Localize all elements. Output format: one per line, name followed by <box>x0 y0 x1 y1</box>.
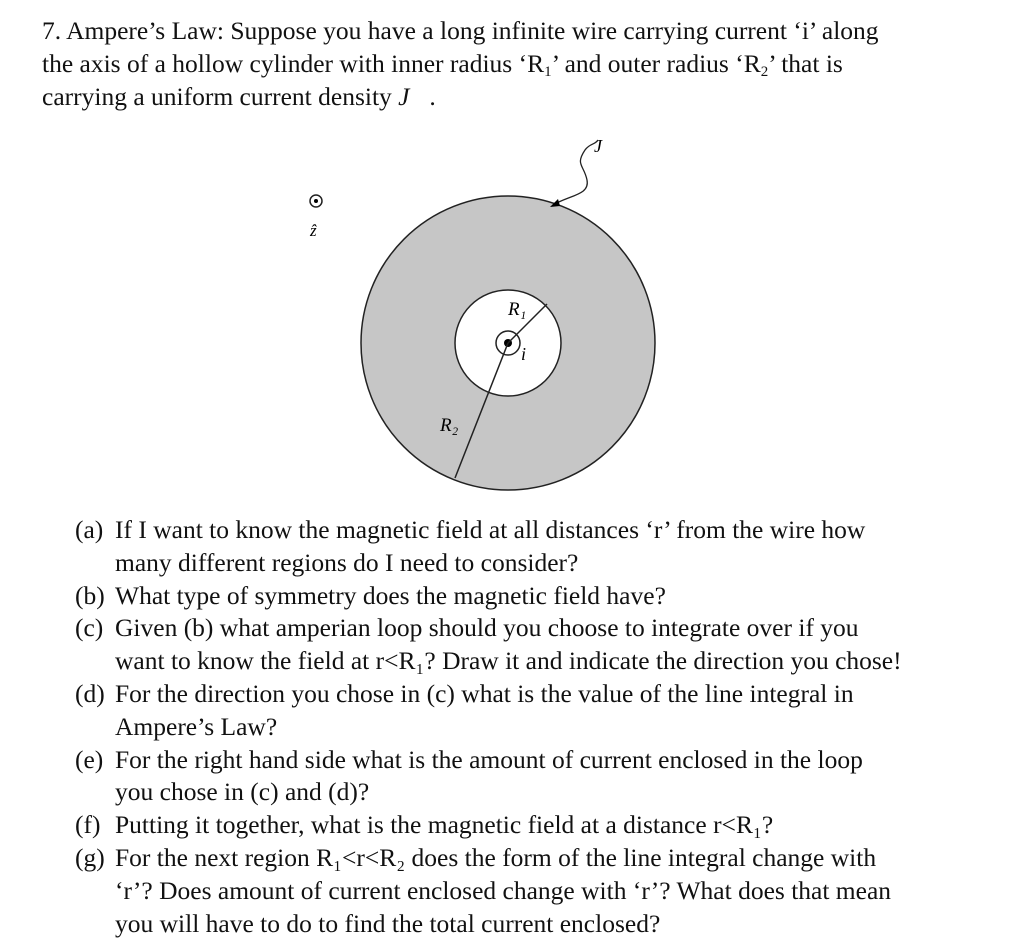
question-line: For the next region R₁<r<R₂ does the form of the line integral change with <box>115 842 877 872</box>
question-label: (c) <box>75 613 104 643</box>
question-text <box>115 842 995 940</box>
question-label: (f) <box>75 810 101 840</box>
question-item <box>75 580 995 613</box>
current-density-symbol: J⃗ <box>398 82 430 111</box>
question-item <box>75 612 995 678</box>
r2-label: R₂ <box>440 415 459 436</box>
subscript: 2 <box>760 64 769 80</box>
question-line: If I want to know the magnetic field at all distances ‘r’ from the wire how <box>115 515 866 544</box>
question-line: For the right hand side what is the amount of current enclosed in the loop <box>115 744 863 774</box>
question-line: Given (b) what amperian loop should you choose to integrate over if you <box>115 613 859 643</box>
text: carrying a uniform current density <box>42 82 399 111</box>
question-text <box>115 744 995 810</box>
r1-label: R₁ <box>508 299 527 320</box>
question-line: Ampere’s Law? <box>115 711 278 741</box>
z-dot <box>314 199 318 203</box>
question-label: (g) <box>75 842 105 872</box>
question-line: many different regions do I need to consider? <box>115 547 579 577</box>
text: ’ that is <box>768 49 843 78</box>
question-label: (a) <box>75 515 104 544</box>
question-item <box>75 744 995 810</box>
question-item <box>75 678 995 744</box>
question-text <box>115 678 995 744</box>
text: ’ and outer radius ‘R <box>551 49 761 78</box>
question-text <box>115 580 995 613</box>
question-line: Putting it together, what is the magnetic field at a distance r<R₁? <box>115 810 774 840</box>
question-item <box>75 514 995 580</box>
question-line: ‘r’? Does amount of current enclosed change with ‘r’? What does that mean <box>115 875 892 905</box>
question-text <box>115 809 995 842</box>
question-line: want to know the field at r<R₁? Draw it and indicate the direction you chose! <box>115 646 902 676</box>
question-label: (e) <box>75 744 104 774</box>
question-list <box>75 514 995 940</box>
question-label: (d) <box>75 678 105 708</box>
current-label: i <box>521 344 527 364</box>
z-label: ẑ <box>310 221 317 240</box>
problem-line-1: 7. Ampere’s Law: Suppose you have a long infinite wire carrying current ‘i’ along <box>42 16 879 45</box>
question-line: you chose in (c) and (d)? <box>115 777 370 807</box>
question-line: you will have to do to find the total current enclosed? <box>115 908 661 938</box>
question-item <box>75 842 995 940</box>
text: the axis of a hollow cylinder with inner radius ‘R <box>42 49 545 78</box>
question-label: (b) <box>75 580 105 610</box>
subscript: 1 <box>544 64 552 80</box>
j-arrow-squiggle <box>553 140 598 205</box>
text: . <box>429 82 436 111</box>
question-text <box>115 612 995 678</box>
question-line: What type of symmetry does the magnetic field have? <box>115 580 666 610</box>
question-text <box>115 514 995 580</box>
j-label: J⃗ <box>594 136 616 156</box>
question-line: For the direction you chose in (c) what is the value of the line integral in <box>115 678 854 708</box>
question-item <box>75 809 995 842</box>
